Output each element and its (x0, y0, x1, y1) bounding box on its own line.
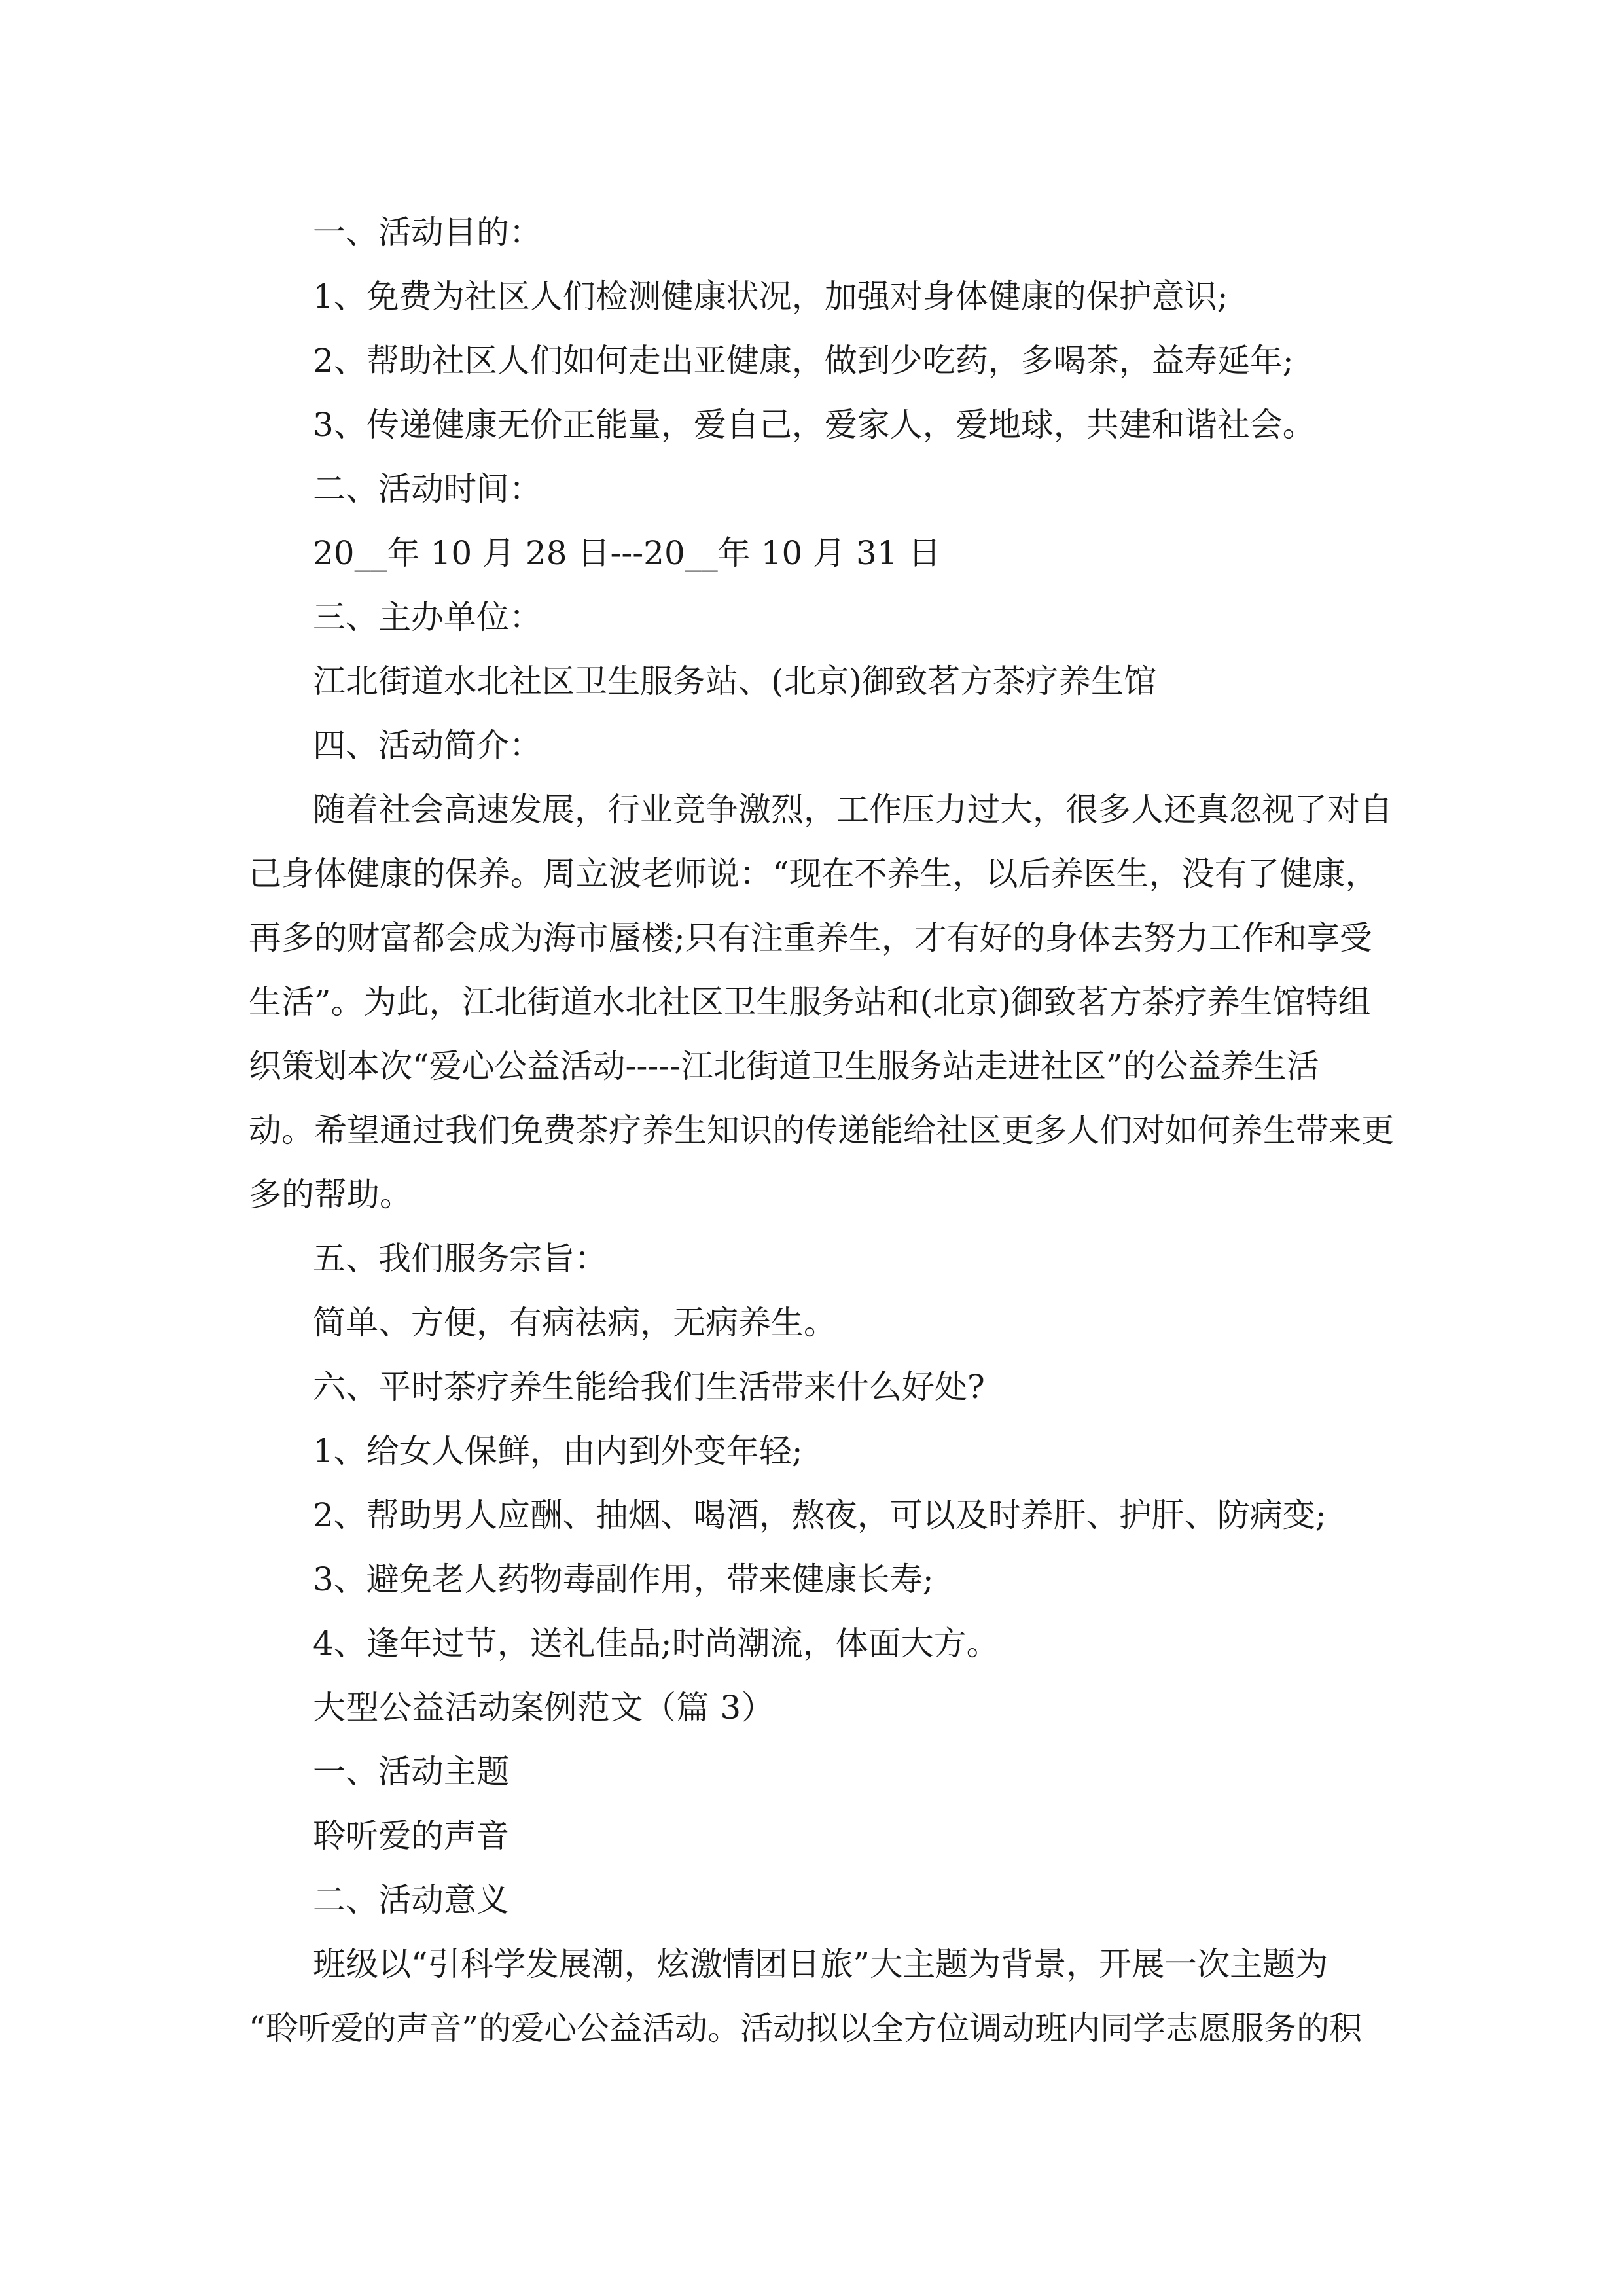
organizer-text: 江北街道水北社区卫生服务站、(北京)御致茗方茶疗养生馆 (313, 662, 1157, 700)
intro-paragraph-line-4: 生活”。为此，江北街道水北社区卫生服务站和(北京)御致茗方茶疗养生馆特组 (249, 983, 1371, 1021)
significance-paragraph-line-2: “聆听爱的声音”的爱心公益活动。活动拟以全方位调动班内同学志愿服务的积 (249, 2009, 1363, 2047)
intro-paragraph-line-2: 己身体健康的保养。周立波老师说：“现在不养生，以后养医生，没有了健康， (249, 855, 1378, 893)
benefit-item-4: 4、逢年过节，送礼佳品;时尚潮流，体面大方。 (313, 1624, 999, 1662)
heading-activity-intro: 四、活动简介： (313, 726, 542, 764)
intro-paragraph-line-3: 再多的财富都会成为海市蜃楼;只有注重养生，才有好的身体去努力工作和享受 (249, 919, 1372, 957)
heading-tea-benefits: 六、平时茶疗养生能给我们生活带来什么好处? (313, 1368, 985, 1406)
intro-paragraph-line-7: 多的帮助。 (249, 1175, 412, 1213)
benefit-item-1: 1、给女人保鲜，由内到外变年轻; (313, 1432, 803, 1470)
service-purpose-text: 简单、方便，有病祛病，无病养生。 (313, 1304, 836, 1342)
heading-activity-purpose: 一、活动目的： (313, 213, 542, 251)
intro-paragraph-line-1: 随着社会高速发展，行业竞争激烈，工作压力过大，很多人还真忽视了对自 (313, 791, 1393, 829)
intro-paragraph-line-5: 织策划本次“爱心公益活动-----江北街道卫生服务站走进社区”的公益养生活 (249, 1047, 1319, 1085)
purpose-item-3: 3、传递健康无价正能量，爱自己，爱家人，爱地球，共建和谐社会。 (313, 406, 1315, 444)
heading-organizer: 三、主办单位： (313, 598, 542, 636)
heading-service-purpose: 五、我们服务宗旨： (313, 1240, 607, 1278)
purpose-item-2: 2、帮助社区人们如何走出亚健康，做到少吃药，多喝茶，益寿延年; (313, 342, 1294, 380)
heading-activity-time: 二、活动时间： (313, 470, 542, 508)
heading-activity-theme: 一、活动主题 (313, 1753, 509, 1791)
purpose-item-1: 1、免费为社区人们检测健康状况，加强对身体健康的保护意识; (313, 278, 1228, 315)
activity-theme-text: 聆听爱的声音 (313, 1817, 509, 1855)
benefit-item-2: 2、帮助男人应酬、抽烟、喝酒，熬夜，可以及时养肝、护肝、防病变; (313, 1496, 1327, 1534)
significance-paragraph-line-1: 班级以“引科学发展潮，炫激情团日旅”大主题为背景，开展一次主题为 (313, 1945, 1329, 1983)
benefit-item-3: 3、避免老人药物毒副作用，带来健康长寿; (313, 1560, 934, 1598)
heading-activity-significance: 二、活动意义 (313, 1881, 509, 1919)
intro-paragraph-line-6: 动。希望通过我们免费茶疗养生知识的传递能给社区更多人们对如何养生带来更 (249, 1111, 1394, 1149)
activity-time-range: 20__年 10 月 28 日---20__年 10 月 31 日 (313, 534, 941, 572)
section-title-article-3: 大型公益活动案例范文（篇 3） (313, 1689, 775, 1727)
